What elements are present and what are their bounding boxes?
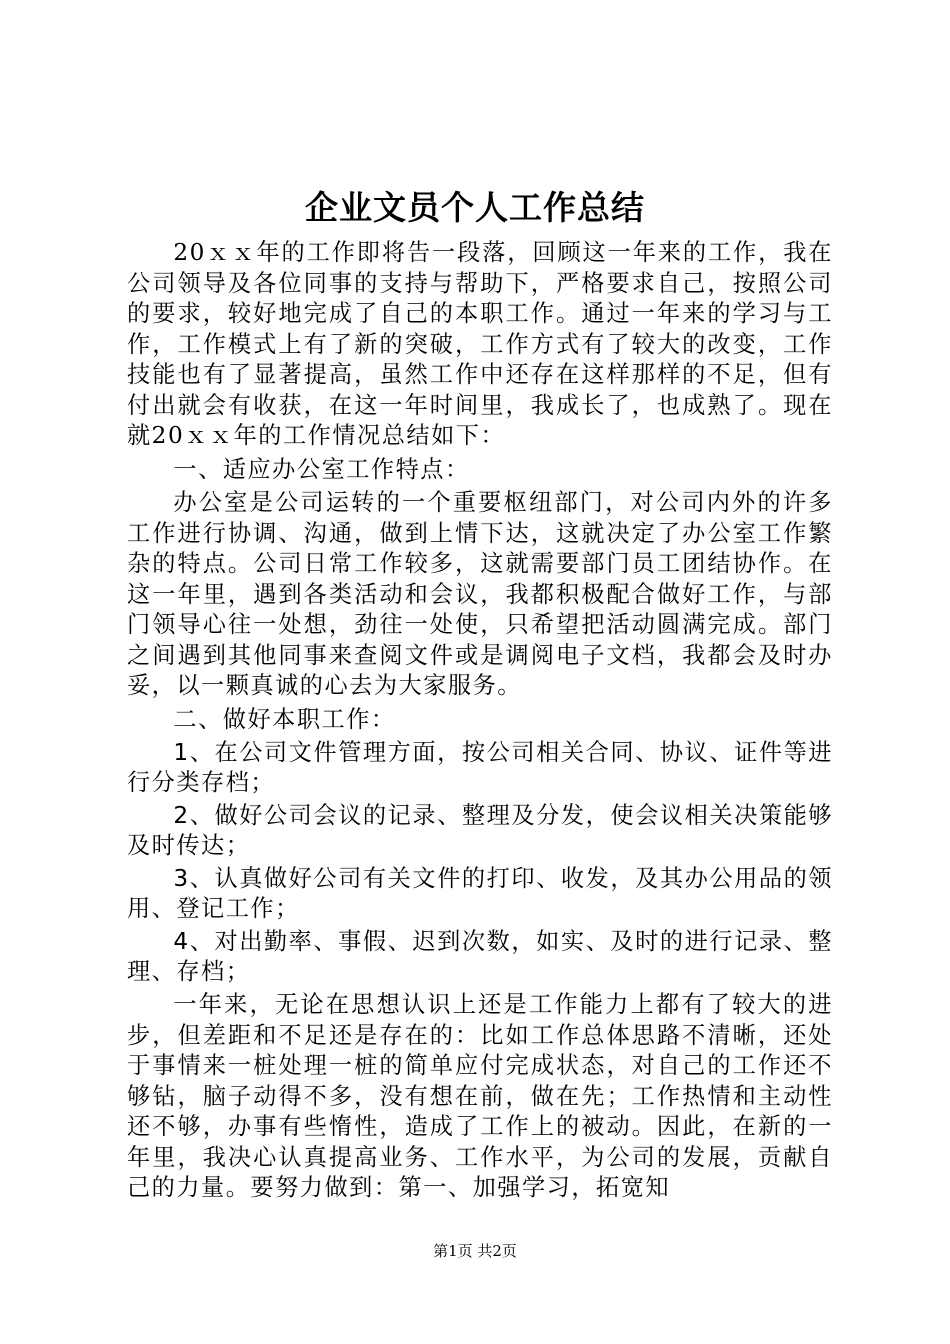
duty-item-3: 3、认真做好公司有关文件的打印、收发，及其办公用品的领用、登记工作； bbox=[127, 865, 833, 922]
duty-item-1: 1、在公司文件管理方面，按公司相关合同、协议、证件等进行分类存档； bbox=[127, 739, 833, 796]
intro-paragraph: 20ｘｘ年的工作即将告一段落，回顾这一年来的工作，我在公司领导及各位同事的支持与帮助下，严格要求自己，按照公司的要求，较好地完成了自己的本职工作。通过一年来的学习与工作，工作模式上有了新的突破，工作方式有了较大的改变，工作技能也有了显著提高，虽然工作中还存在这样那样的不足，但有付出就会有收获，在这一年时间里，我成长了，也成熟了。现在就20ｘｘ年的工作情况总结如下： bbox=[127, 239, 833, 449]
page-footer: 第1页 共2页 bbox=[433, 1242, 517, 1260]
reflection-paragraph: 一年来，无论在思想认识上还是工作能力上都有了较大的进步，但差距和不足还是存在的：比如工作总体思路不清晰，还处于事情来一桩处理一桩的简单应付完成状态，对自己的工作还不够钻，脑子动得不多，没有想在前，做在先；工作热情和主动性还不够，办事有些惰性，造成了工作上的被动。因此，在新的一年里，我决心认真提高业务、工作水平，为公司的发展，贡献自己的力量。要努力做到：第一、加强学习，拓宽知 bbox=[127, 991, 833, 1201]
section-heading-1: 一、适应办公室工作特点： bbox=[173, 455, 470, 483]
document-title: 企业文员个人工作总结 bbox=[305, 188, 645, 227]
duty-item-2: 2、做好公司会议的记录、整理及分发，使会议相关决策能够及时传达； bbox=[127, 802, 833, 859]
section-heading-2: 二、做好本职工作： bbox=[173, 705, 396, 733]
duty-item-4: 4、对出勤率、事假、迟到次数，如实、及时的进行记录、整理、存档； bbox=[127, 928, 833, 985]
office-features-paragraph: 办公室是公司运转的一个重要枢纽部门，对公司内外的许多工作进行协调、沟通，做到上情下达，这就决定了办公室工作繁杂的特点。公司日常工作较多，这就需要部门员工团结协作。在这一年里，遇到各类活动和会议，我都积极配合做好工作，与部门领导心往一处想，劲往一处使，只希望把活动圆满完成。部门之间遇到其他同事来查阅文件或是调阅电子文档，我都会及时办妥，以一颗真诚的心去为大家服务。 bbox=[127, 489, 833, 699]
document-body bbox=[127, 238, 833, 1204]
